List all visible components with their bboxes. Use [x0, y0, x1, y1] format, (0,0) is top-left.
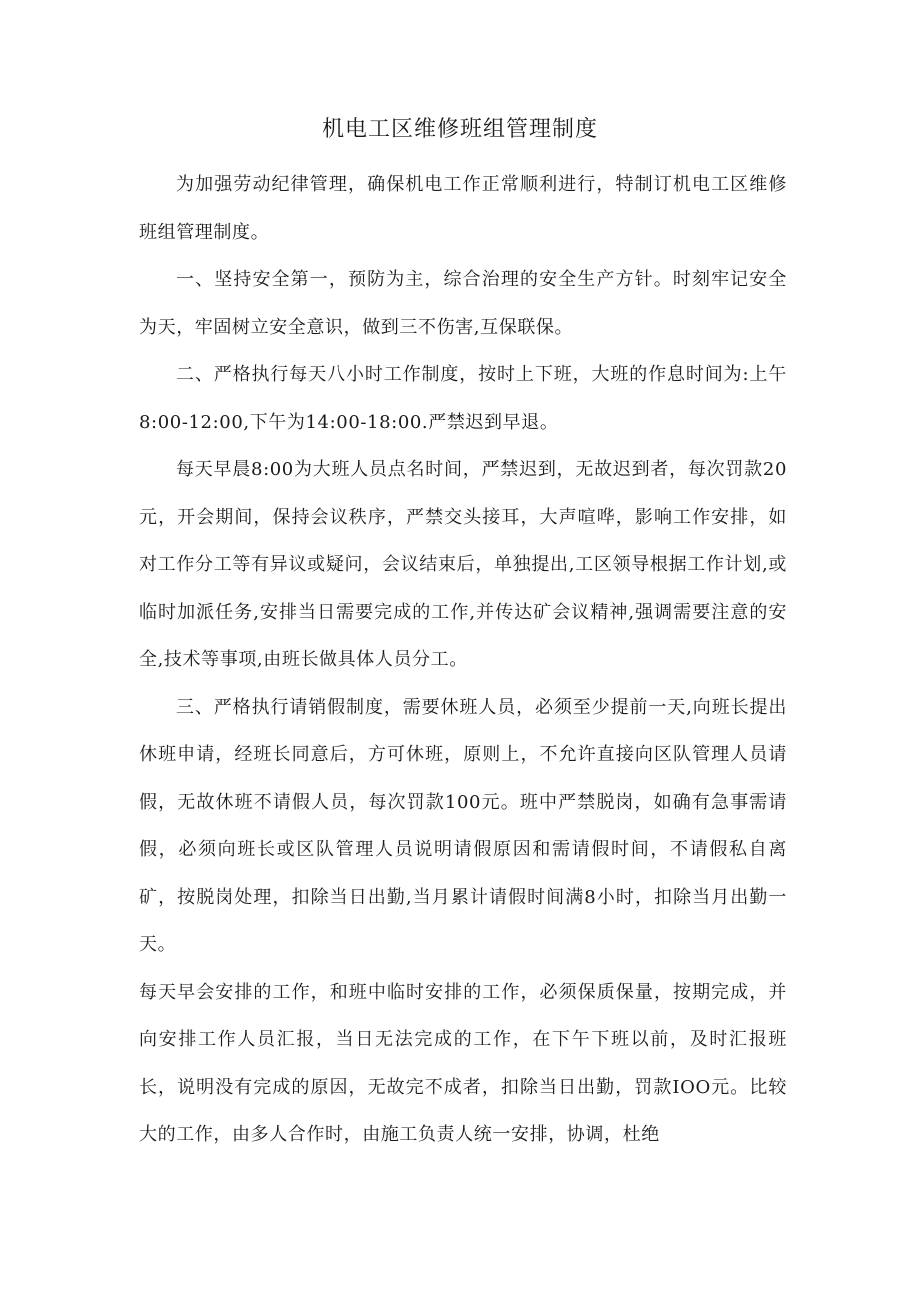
- paragraph-daily-tasks: 每天早会安排的工作，和班中临时安排的工作，必须保质保量，按期完成，并向安排工作人员汇报，当日无法完成的工作，在下午下班以前，及时汇报班长，说明没有完成的原因，无故完不成者，扣除当日出勤，罚款IOO元。比较大的工作，由多人合作时，由施工负责人统一安排，协调，杜绝: [139, 981, 787, 1145]
- paragraph-leave: 三、严格执行请销假制度，需要休班人员，必须至少提前一天,向班长提出休班申请，经班长同意后，方可休班，原则上，不允许直接向区队管理人员请假，无故休班不请假人员，每次罚款100元。班中严禁脱岗，如确有急事需请假，必须向班长或区队管理人员说明请假原因和需请假时间，不请假私自离矿，按脱岗处理，扣除当日出勤,当月累计请假时间满8小时，扣除当月出勤一天。: [139, 696, 787, 955]
- paragraph-work-hours: 二、严格执行每天八小时工作制度，按时上下班，大班的作息时间为:上午8:00-12:00,下午为14:00-18:00.严禁迟到早退。: [139, 364, 787, 433]
- paragraph-intro: 为加强劳动纪律管理，确保机电工作正常顺利进行，特制订机电工区维修班组管理制度。: [139, 174, 787, 243]
- paragraph-safety: 一、坚持安全第一，预防为主，综合治理的安全生产方针。时刻牢记安全为天，牢固树立安全意识，做到三不伤害,互保联保。: [139, 269, 787, 338]
- paragraph-roll-call: 每天早晨8:00为大班人员点名时间，严禁迟到，无故迟到者，每次罚款20元，开会期间，保持会议秩序，严禁交头接耳，大声喧哗，影响工作安排，如对工作分工等有异议或疑问，会议结束后，单独提出,工区领导根据工作计划,或临时加派任务,安排当日需要完成的工作,并传达矿会议精神,强调需要注意的安全,技术等事项,由班长做具体人员分工。: [139, 459, 787, 670]
- document-body: [139, 161, 787, 1159]
- document-title: 机电工区维修班组管理制度: [321, 117, 598, 142]
